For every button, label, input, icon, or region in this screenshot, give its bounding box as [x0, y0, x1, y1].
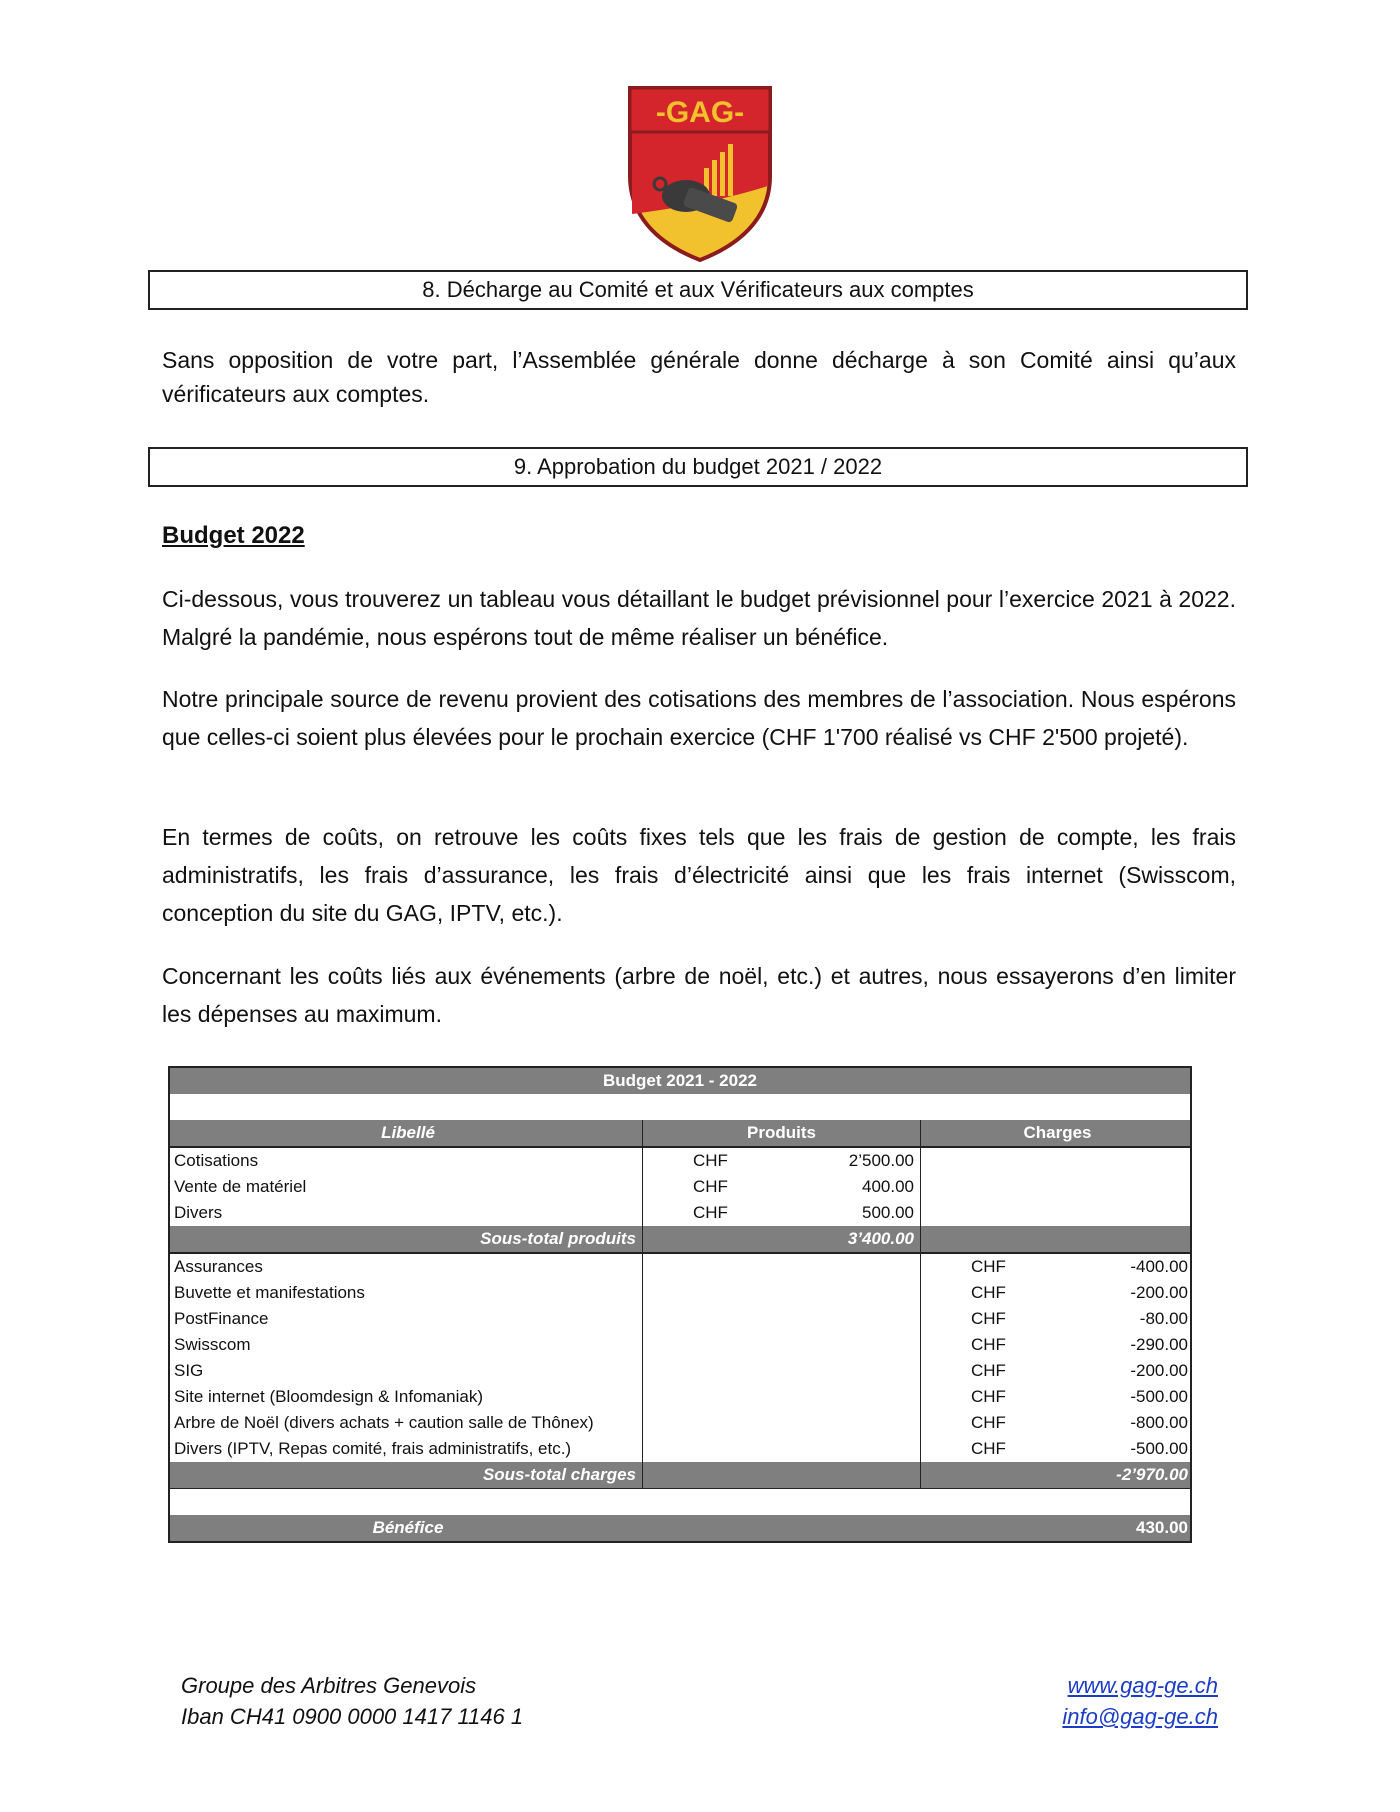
currency-label: CHF	[971, 1335, 1006, 1354]
table-row	[170, 1280, 1190, 1306]
subtotal-charges-empty	[642, 1462, 920, 1488]
table-row	[170, 1174, 1190, 1200]
charges-cell	[920, 1200, 1194, 1226]
column-header-produits: Produits	[642, 1120, 920, 1146]
amount-value: 500.00	[862, 1203, 914, 1222]
footer-left	[181, 1670, 523, 1732]
budget-paragraph-4: Concernant les coûts liés aux événements (arbre de noël, etc.) et autres, nous essayerons d’en limiter les dépenses au maximum.	[162, 963, 1236, 1027]
produits-cell	[642, 1174, 920, 1200]
subtotal-charges-row	[170, 1462, 1190, 1488]
row-label: Site internet (Bloomdesign & Infomaniak)	[174, 1387, 483, 1406]
section-9-title: 9. Approbation du budget 2021 / 2022	[148, 447, 1248, 487]
produits-cell	[642, 1436, 920, 1462]
charges-cell	[920, 1436, 1194, 1462]
amount-value: -80.00	[1139, 1309, 1188, 1328]
column-header-charges: Charges	[920, 1120, 1194, 1146]
charges-cell	[920, 1358, 1194, 1384]
table-spacer-row	[170, 1094, 1190, 1120]
table-row	[170, 1306, 1190, 1332]
currency-label: CHF	[971, 1257, 1006, 1276]
budget-paragraph-1: Ci-dessous, vous trouverez un tableau vous détaillant le budget prévisionnel pour l’exercice 2021 à 2022. Malgré la pandémie, nous espérons tout de même réaliser un bénéfice.	[162, 586, 1236, 650]
row-label: Buvette et manifestations	[174, 1283, 365, 1302]
table-header-row	[170, 1120, 1190, 1146]
currency-label: CHF	[971, 1361, 1006, 1380]
footer-iban: Iban CH41 0900 0000 1417 1146 1	[181, 1704, 524, 1729]
produits-cell	[642, 1200, 920, 1226]
charges-cell	[920, 1148, 1194, 1174]
subtotal-produits-label: Sous-total produits	[480, 1229, 636, 1248]
table-row	[170, 1332, 1190, 1358]
table-row	[170, 1436, 1190, 1462]
currency-label: CHF	[971, 1439, 1006, 1458]
subtotal-produits-amount: 3’400.00	[642, 1226, 920, 1252]
table-title-row	[170, 1068, 1190, 1094]
amount-value: -200.00	[1130, 1283, 1188, 1302]
benefice-label: Bénéfice	[372, 1518, 444, 1537]
row-label: SIG	[174, 1361, 204, 1380]
produits-cell	[642, 1306, 920, 1332]
benefice-row	[170, 1515, 1190, 1541]
footer-org: Groupe des Arbitres Genevois	[181, 1673, 477, 1698]
amount-value: 2’500.00	[848, 1151, 914, 1170]
amount-value: -200.00	[1130, 1361, 1188, 1380]
currency-label: CHF	[693, 1203, 728, 1222]
currency-label: CHF	[971, 1413, 1006, 1432]
budget-paragraph-2: Notre principale source de revenu provient des cotisations des membres de l’association. Nous espérons que celles-ci soient plus élevées pour le prochain exercice (CHF 1'700 réalisé vs CHF 2'500 projeté).	[162, 686, 1236, 750]
produits-cell	[642, 1254, 920, 1280]
budget-paragraph-3: En termes de coûts, on retrouve les coûts fixes tels que les frais de gestion de compte, les frais administratifs, les frais d’assurance, les frais d’électricité ainsi que les frais internet (Swisscom, conception du site du GAG, IPTV, etc.).	[162, 824, 1236, 926]
table-row	[170, 1148, 1190, 1174]
budget-heading: Budget 2022	[162, 522, 305, 549]
charges-cell	[920, 1306, 1194, 1332]
amount-value: 400.00	[862, 1177, 914, 1196]
currency-label: CHF	[971, 1283, 1006, 1302]
row-label: Arbre de Noël (divers achats + caution salle de Thônex)	[174, 1413, 594, 1432]
benefice-amount: 430.00	[1136, 1518, 1188, 1537]
table-row	[170, 1254, 1190, 1280]
amount-value: -500.00	[1130, 1387, 1188, 1406]
row-label: Vente de matériel	[174, 1177, 307, 1196]
produits-cell	[642, 1332, 920, 1358]
table-row	[170, 1200, 1190, 1226]
produits-cell	[642, 1384, 920, 1410]
charges-cell	[920, 1384, 1194, 1410]
currency-label: CHF	[693, 1151, 728, 1170]
amount-value: -400.00	[1130, 1257, 1188, 1276]
subtotal-charges-label: Sous-total charges	[482, 1465, 636, 1484]
produits-cell	[642, 1358, 920, 1384]
table-row	[170, 1358, 1190, 1384]
logo-text: -GAG-	[655, 96, 745, 129]
produits-cell	[642, 1410, 920, 1436]
produits-cell	[642, 1148, 920, 1174]
currency-label: CHF	[693, 1177, 728, 1196]
subtotal-produits-row	[170, 1226, 1190, 1252]
charges-cell	[920, 1174, 1194, 1200]
table-row	[170, 1410, 1190, 1436]
table-spacer-row-2	[170, 1488, 1190, 1515]
currency-label: CHF	[971, 1309, 1006, 1328]
charges-cell	[920, 1410, 1194, 1436]
row-label: Divers	[174, 1203, 223, 1222]
currency-label: CHF	[971, 1387, 1006, 1406]
produits-cell	[642, 1280, 920, 1306]
amount-value: -800.00	[1130, 1413, 1188, 1432]
amount-value: -500.00	[1130, 1439, 1188, 1458]
charges-cell	[920, 1254, 1194, 1280]
table-title: Budget 2021 - 2022	[602, 1071, 757, 1090]
row-label: Cotisations	[174, 1151, 259, 1170]
website-link[interactable]: www.gag-ge.ch	[1067, 1673, 1218, 1698]
charges-cell	[920, 1332, 1194, 1358]
table-row	[170, 1384, 1190, 1410]
row-label: Assurances	[174, 1257, 263, 1276]
column-header-libelle: Libellé	[381, 1123, 435, 1142]
section-8-paragraph: Sans opposition de votre part, l’Assemblée générale donne décharge à son Comité ainsi qu’aux vérificateurs aux comptes.	[162, 347, 1236, 407]
charges-cell	[920, 1280, 1194, 1306]
row-label: Divers (IPTV, Repas comité, frais administratifs, etc.)	[174, 1439, 572, 1458]
subtotal-charges-amount: -2’970.00	[920, 1462, 1194, 1488]
section-8-title: 8. Décharge au Comité et aux Vérificateurs aux comptes	[148, 270, 1248, 310]
subtotal-produits-empty	[920, 1226, 1194, 1252]
row-label: PostFinance	[174, 1309, 269, 1328]
gag-logo	[626, 86, 774, 262]
footer-right	[1062, 1670, 1218, 1732]
amount-value: -290.00	[1130, 1335, 1188, 1354]
budget-table	[168, 1066, 1192, 1543]
row-label: Swisscom	[174, 1335, 251, 1354]
email-link[interactable]: info@gag-ge.ch	[1062, 1704, 1218, 1729]
